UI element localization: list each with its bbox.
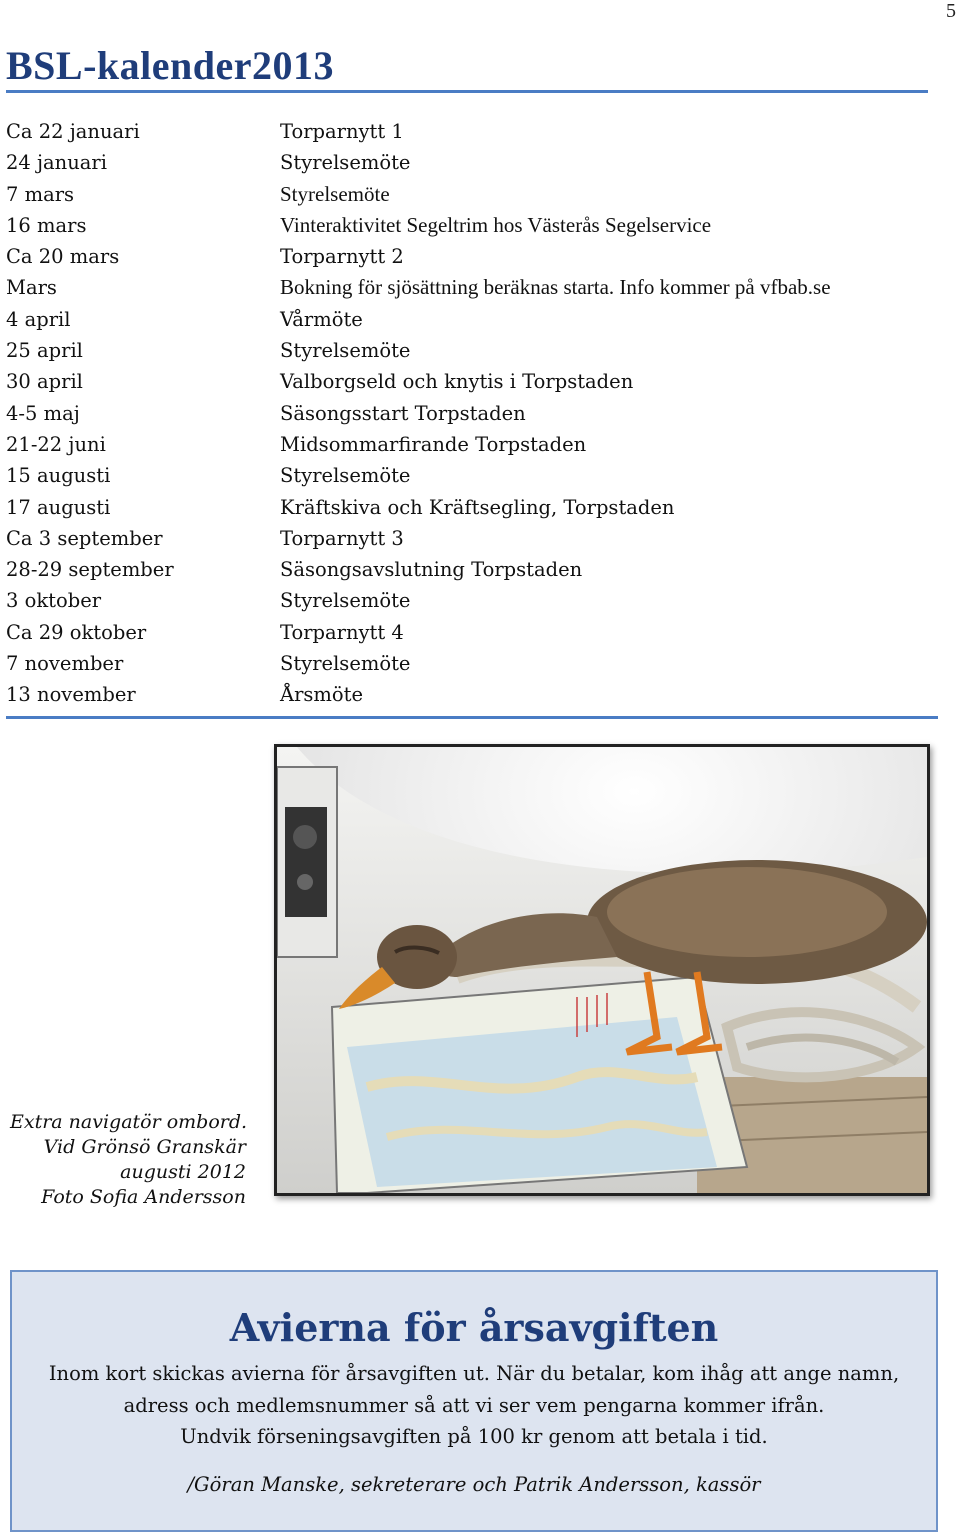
page-title: BSL-kalender2013 <box>6 42 928 93</box>
calendar-date: 17 augusti <box>6 495 111 519</box>
photo-caption <box>10 1110 246 1210</box>
calendar-date: 3 oktober <box>6 589 102 613</box>
calendar-date: Ca 20 mars <box>6 245 120 269</box>
calendar-event: Bokning för sjösättning beräknas starta. Info kommer på vfbab.se <box>280 275 831 300</box>
calendar-event: Styrelsemöte <box>280 151 411 175</box>
calendar-event: Valborgseld och knytis i Torpstaden <box>280 370 634 394</box>
calendar-event: Vårmöte <box>280 307 363 331</box>
notice-line: Inom kort skickas avierna för årsavgiften ut. När du betalar, kom ihåg att ange namn, <box>48 1362 900 1385</box>
calendar-row <box>6 241 936 272</box>
calendar-event: Midsommarfirande Torpstaden <box>280 432 587 456</box>
calendar-date: Ca 29 oktober <box>6 620 147 644</box>
calendar-date: 13 november <box>6 683 136 707</box>
duck-photo <box>274 744 930 1196</box>
calendar-event: Torparnytt 3 <box>280 526 404 550</box>
notice-title: Avierna för årsavgiften <box>229 1305 719 1350</box>
calendar-date: Ca 3 september <box>6 526 163 550</box>
calendar-row <box>6 492 936 523</box>
calendar-event: Styrelsemöte <box>280 464 411 488</box>
calendar-row <box>6 210 936 241</box>
calendar-row <box>6 429 936 460</box>
calendar-date: 4 april <box>6 307 71 331</box>
calendar-event: Kräftskiva och Kräftsegling, Torpstaden <box>280 495 675 519</box>
caption-line: augusti 2012 <box>120 1161 246 1183</box>
notice-line: adress och medlemsnummer så att vi ser vem pengarna kommer ifrån. <box>123 1393 825 1417</box>
calendar-event: Styrelsemöte <box>280 589 411 613</box>
calendar-event: Vinteraktivitet Segeltrim hos Västerås Segelservice <box>280 212 712 237</box>
calendar-event: Styrelsemöte <box>280 339 411 363</box>
calendar-row <box>6 679 936 710</box>
calendar-row <box>6 179 936 210</box>
caption-line: Extra navigatör ombord. <box>10 1111 248 1133</box>
notice-body <box>12 1358 936 1453</box>
calendar-row <box>6 366 936 397</box>
calendar-row <box>6 585 936 616</box>
calendar-row <box>6 648 936 679</box>
caption-line: Vid Grönsö Granskär <box>43 1136 246 1158</box>
calendar-event: Styrelsemöte <box>280 652 411 676</box>
notice-line: Undvik förseningsavgiften på 100 kr genom att betala i tid. <box>180 1425 768 1448</box>
caption-line: Foto Sofia Andersson <box>41 1186 246 1208</box>
calendar-event: Säsongsavslutning Torpstaden <box>280 558 583 582</box>
notice-signature: /Göran Manske, sekreterare och Patrik Andersson, kassör <box>187 1472 761 1496</box>
calendar-row <box>6 460 936 491</box>
fee-notice-box <box>10 1270 938 1532</box>
calendar-row <box>6 147 936 178</box>
calendar-date: Mars <box>6 276 57 300</box>
calendar-row <box>6 335 936 366</box>
calendar-event: Torparnytt 2 <box>280 245 404 269</box>
calendar-date: 24 januari <box>6 151 107 175</box>
section-divider <box>6 716 938 719</box>
calendar-list <box>6 116 936 711</box>
calendar-event: Säsongsstart Torpstaden <box>280 401 526 425</box>
calendar-row <box>6 617 936 648</box>
calendar-row <box>6 116 936 147</box>
calendar-event: Torparnytt 4 <box>280 620 404 644</box>
calendar-date: 30 april <box>6 370 83 394</box>
calendar-date: 4-5 maj <box>6 401 80 425</box>
calendar-event: Årsmöte <box>280 683 364 707</box>
calendar-date: 7 mars <box>6 182 75 206</box>
calendar-date: Ca 22 januari <box>6 120 140 143</box>
calendar-event: Torparnytt 1 <box>280 120 404 143</box>
calendar-date: 28-29 september <box>6 558 174 582</box>
calendar-date: 15 augusti <box>6 464 111 488</box>
page-number: 5 <box>946 0 956 22</box>
calendar-event: Styrelsemöte <box>280 181 390 206</box>
calendar-date: 16 mars <box>6 213 87 237</box>
calendar-date: 21-22 juni <box>6 432 106 456</box>
calendar-row <box>6 554 936 585</box>
calendar-row <box>6 304 936 335</box>
calendar-row <box>6 398 936 429</box>
calendar-date: 25 april <box>6 339 83 363</box>
calendar-date: 7 november <box>6 652 124 676</box>
calendar-row <box>6 523 936 554</box>
calendar-row <box>6 272 936 303</box>
